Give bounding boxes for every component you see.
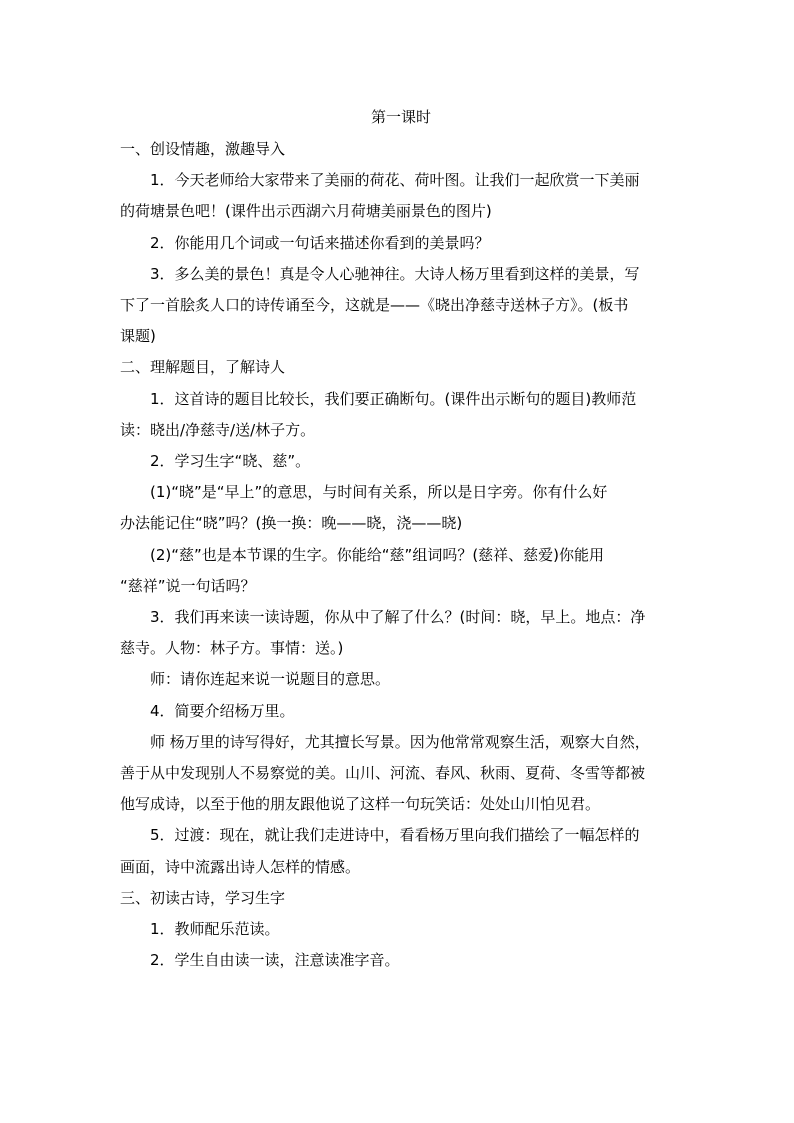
paragraph: [120, 945, 676, 976]
document-page: [120, 104, 676, 976]
paragraph: [120, 602, 676, 664]
paragraph-line: 3．多么美的景色！真是令人心驰神往。大诗人杨万里看到这样的美景，写: [150, 264, 640, 283]
paragraph-line: 的荷塘景色吧！(课件出示西湖六月荷塘美丽景色的图片): [120, 202, 492, 221]
section-heading: [120, 134, 676, 165]
paragraph: [120, 696, 676, 727]
paragraph: [120, 914, 676, 945]
paragraph-line: 善于从中发现别人不易察觉的美。山川、河流、春风、秋雨、夏荷、冬雪等都被: [120, 764, 646, 783]
paragraph-line: 5．过渡：现在，就让我们走进诗中，看看杨万里向我们描绘了一幅怎样的: [150, 826, 640, 845]
paragraph-line: 4．简要介绍杨万里。: [150, 701, 295, 720]
paragraph: [120, 259, 676, 353]
paragraph: [120, 384, 676, 446]
heading-text: 二、理解题目，了解诗人: [120, 358, 286, 377]
paragraph-line: 师 杨万里的诗写得好，尤其擅长写景。因为他常常观察生活，观察大自然，: [150, 732, 650, 751]
paragraph-line: (1)“晓”是“早上”的意思，与时间有关系，所以是日字旁。你有什么好: [150, 483, 608, 502]
paragraph-line: 1．教师配乐范读。: [150, 920, 280, 939]
paragraph-line: “慈祥”说一句话吗？: [120, 576, 256, 595]
paragraph-line: 他写成诗，以至于他的朋友跟他说了这样一句玩笑话：处处山川怕见君。: [120, 795, 601, 814]
paragraph: [120, 165, 676, 227]
paragraph: [120, 477, 676, 539]
paragraph: [120, 446, 676, 477]
paragraph-line: 画面，诗中流露出诗人怎样的情感。: [120, 857, 361, 876]
paragraph-line: 2．学生自由读一读，注意读准字音。: [150, 951, 400, 970]
paragraph-line: 2．你能用几个词或一句话来描述你看到的美景吗？: [150, 233, 490, 252]
paragraph: [120, 664, 676, 695]
paragraph: [120, 727, 676, 821]
paragraph: [120, 540, 676, 602]
paragraph-line: 3．我们再来读一读诗题，你从中了解了什么？(时间：晓，早上。地点：净: [150, 608, 646, 627]
paragraph-line: 下了一首脍炙人口的诗传诵至今，这就是——《晓出净慈寺送林子方》。(板书: [120, 296, 629, 315]
section-heading: [120, 883, 676, 914]
paragraph-line: 2．学习生字“晓、慈”。: [150, 452, 311, 471]
paragraph-line: 办法能记住“晓”吗？(换一换：晚——晓，浇——晓): [120, 514, 463, 533]
paragraph-line: 慈寺。人物：林子方。事情：送。): [120, 639, 344, 658]
paragraph-line: 课题): [120, 327, 156, 346]
page-title: 第一课时: [370, 108, 431, 126]
heading-text: 一、创设情趣，激趣导入: [120, 140, 286, 158]
document-body: [120, 134, 676, 976]
paragraph: [120, 820, 676, 882]
section-heading: [120, 352, 676, 383]
paragraph-line: 1．这首诗的题目比较长，我们要正确断句。(课件出示断句的题目)教师范: [150, 389, 637, 408]
paragraph-line: 师：请你连起来说一说题目的意思。: [150, 670, 391, 689]
paragraph-line: 读：晓出/净慈寺/送/林子方。: [120, 420, 316, 439]
heading-text: 三、初读古诗，学习生字: [120, 888, 286, 907]
paragraph: [120, 228, 676, 259]
paragraph-line: 1．今天老师给大家带来了美丽的荷花、荷叶图。让我们一起欣赏一下美丽: [150, 171, 640, 190]
paragraph-line: (2)“慈”也是本节课的生字。你能给“慈”组词吗？(慈祥、慈爱)你能用: [150, 545, 605, 564]
